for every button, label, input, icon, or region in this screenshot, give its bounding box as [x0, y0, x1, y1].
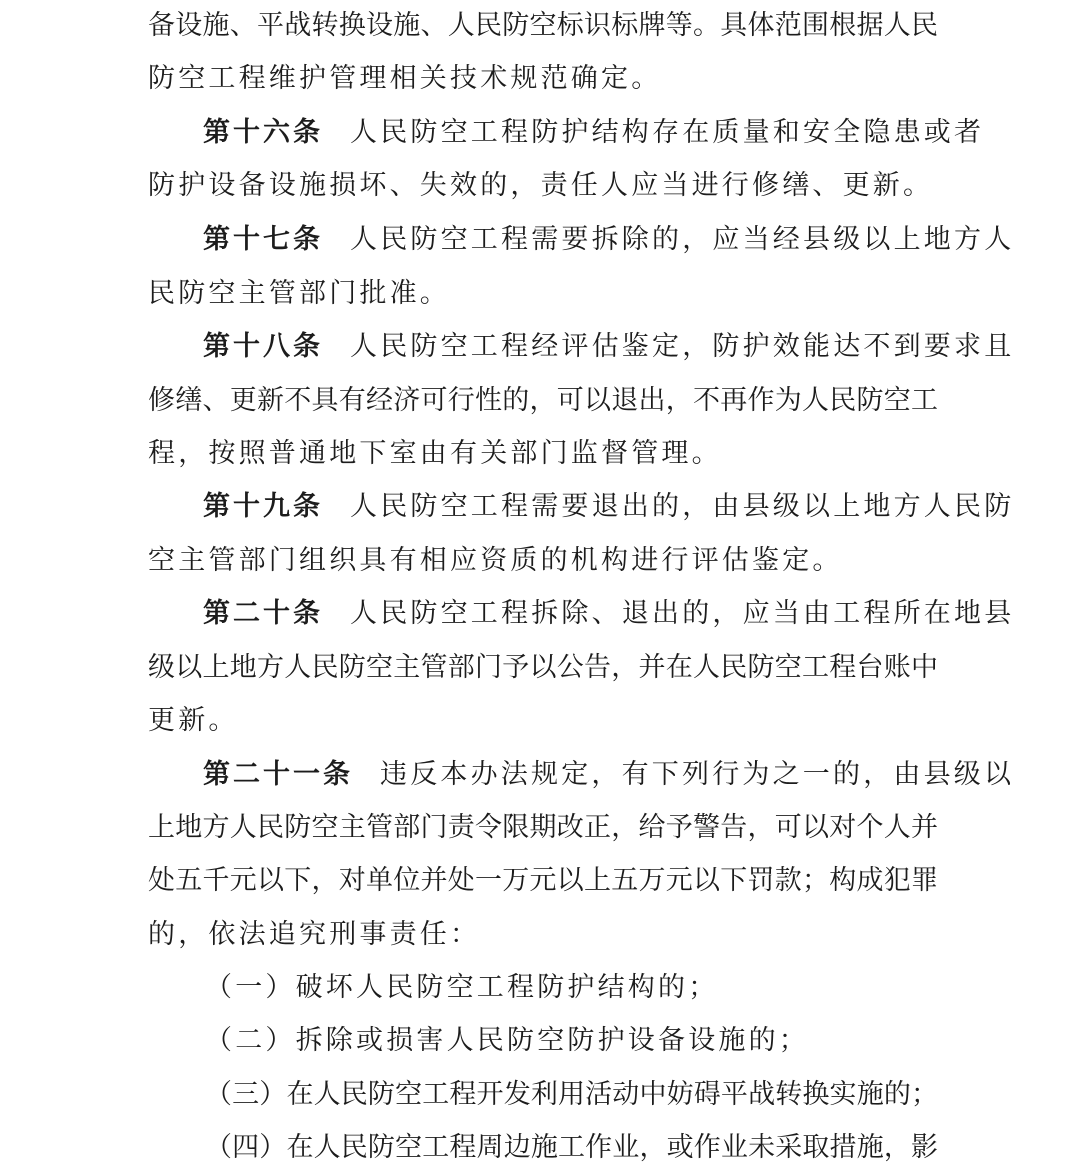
paragraph-line: 级以上地方人民防空主管部门予以公告，并在人民防空工程台账中: [148, 652, 938, 683]
article-16-first-line: [203, 113, 985, 153]
article-heading: 第十九条: [203, 491, 323, 522]
article-17-first-line: [203, 220, 1015, 260]
list-item: （四）在人民防空工程周边施工作业，或作业未采取措施，影: [205, 1132, 938, 1163]
article-20-first-line: [203, 594, 1015, 634]
paragraph-text: 违反本办法规定，有下列行为之一的，由县级以: [380, 759, 1015, 790]
paragraph-text: 人民防空工程需要拆除的，应当经县级以上地方人: [350, 224, 1015, 255]
paragraph-line: 上地方人民防空主管部门责令限期改正，给予警告，可以对个人并: [148, 812, 938, 843]
article-19-first-line: [203, 487, 1015, 527]
paragraph-text: 人民防空工程经评估鉴定，防护效能达不到要求且: [350, 331, 1015, 362]
article-heading: 第二十条: [203, 598, 323, 629]
paragraph-line: 更新。: [148, 705, 239, 736]
paragraph-line: 的，依法追究刑事责任：: [148, 919, 481, 950]
paragraph-line: 程，按照普通地下室由有关部门监督管理。: [148, 438, 722, 469]
article-heading: 第十七条: [203, 224, 323, 255]
paragraph-text: 人民防空工程需要退出的，由县级以上地方人民防: [350, 491, 1015, 522]
article-21-first-line: [203, 755, 1015, 795]
list-item: （一）破坏人民防空工程防护结构的；: [205, 972, 719, 1003]
paragraph-line: 空主管部门组织具有相应资质的机构进行评估鉴定。: [148, 545, 843, 576]
article-18-first-line: [203, 327, 1015, 367]
list-item: （三）在人民防空工程开发利用活动中妨碍平战转换实施的；: [205, 1079, 938, 1110]
paragraph-line: 防护设备设施损坏、失效的，责任人应当进行修缮、更新。: [148, 170, 934, 201]
paragraph-line: 处五千元以下，对单位并处一万元以上五万元以下罚款；构成犯罪: [148, 865, 938, 896]
paragraph-text: 人民防空工程拆除、退出的，应当由工程所在地县: [350, 598, 1015, 629]
article-heading: 第十六条: [203, 117, 323, 148]
paragraph-line: 防空工程维护管理相关技术规范确定。: [148, 63, 662, 94]
list-item: （二）拆除或损害人民防空防护设备设施的；: [205, 1025, 809, 1056]
paragraph-line: 民防空主管部门批准。: [148, 278, 450, 309]
paragraph-text: 人民防空工程防护结构存在质量和安全隐患或者: [350, 117, 985, 148]
article-heading: 第十八条: [203, 331, 323, 362]
paragraph-line: 修缮、更新不具有经济可行性的，可以退出，不再作为人民防空工: [148, 385, 938, 416]
article-heading: 第二十一条: [203, 759, 353, 790]
paragraph-line: 备设施、平战转换设施、人民防空标识标牌等。具体范围根据人民: [148, 10, 938, 41]
